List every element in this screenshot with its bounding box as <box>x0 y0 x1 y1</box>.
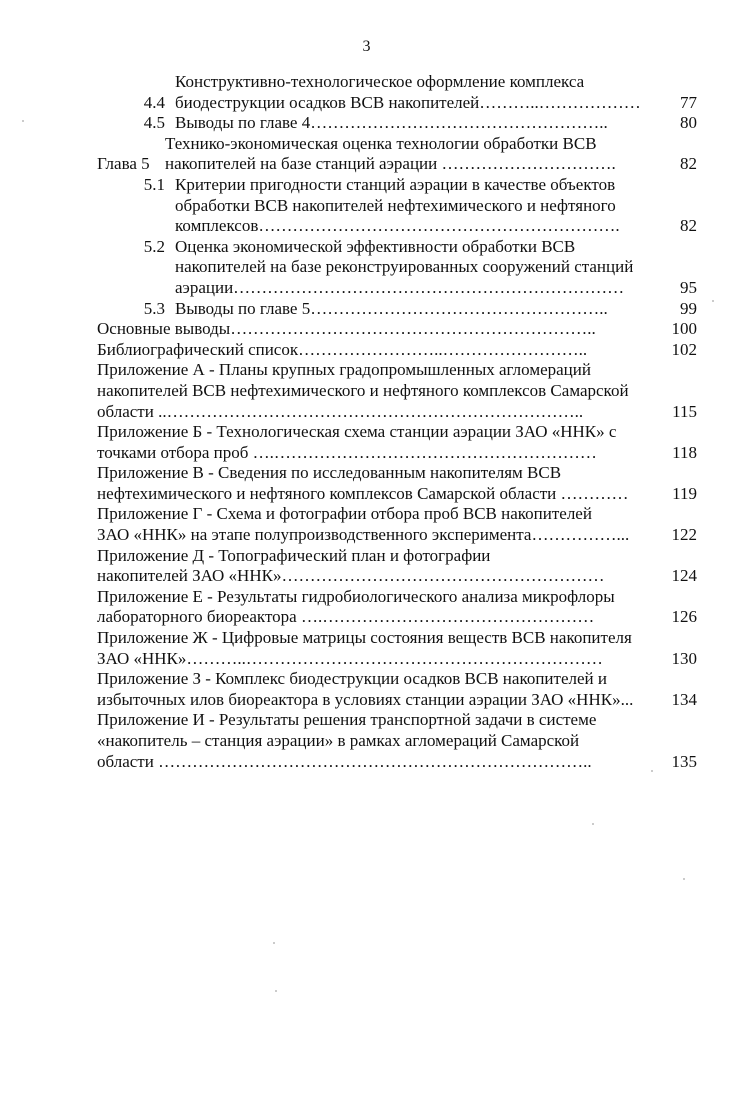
toc-entry-appendix-v <box>97 463 697 504</box>
toc-entry-title: Конструктивно-технологическое оформление комплекса биодеструкции осадков ВСВ накопителей………..……………… <box>175 72 641 112</box>
toc-entry-page: 126 <box>671 607 697 627</box>
toc-entry-title: Приложение Д - Топографический план и фотографии накопителей ЗАО «ННК»………………………………………………… <box>97 545 605 586</box>
toc-entry-appendix-zh <box>97 628 697 669</box>
scan-speck <box>273 942 275 944</box>
toc-entry-appendix-a <box>97 360 697 422</box>
toc-entry-page: 130 <box>671 648 697 668</box>
toc-entry-page: 100 <box>671 319 697 339</box>
toc-entry-4-5 <box>97 113 697 134</box>
toc-entry-5-2 <box>97 237 697 299</box>
toc-entry-number: 5.2 <box>143 236 165 256</box>
toc-entry-number: 5.1 <box>143 174 165 194</box>
toc-entry-page: 119 <box>672 483 697 503</box>
toc-entry-page: 118 <box>672 442 697 462</box>
toc-entry-page: 102 <box>671 339 697 359</box>
toc-entry-main-conclusions <box>97 319 697 340</box>
toc-entry-page: 115 <box>672 401 697 421</box>
toc-entry-appendix-i <box>97 710 697 772</box>
toc-entry-5-3 <box>97 299 697 320</box>
scan-speck <box>712 300 714 302</box>
toc-entry-title: Приложение Е - Результаты гидробиологического анализа микрофлоры лабораторного биореактора ….………………………………………… <box>97 586 615 627</box>
toc-entry-appendix-g <box>97 504 697 545</box>
toc-entry-appendix-z <box>97 669 697 710</box>
toc-entry-title: Приложение И - Результаты решения транспортной задачи в системе «накопитель – станция аэрации» в рамках агломераций Самарской области ………………………………………………………………….. <box>97 710 597 771</box>
toc-entry-title: Критерии пригодности станций аэрации в качестве объектов обработки ВСВ накопителей нефтехимического и нефтяного комплексов………………………………………………………. <box>175 174 620 236</box>
toc-entry-page: 82 <box>680 216 697 236</box>
scan-speck <box>592 823 594 825</box>
page-number: 3 <box>362 38 371 55</box>
toc-entry-chapter-5 <box>97 134 697 175</box>
toc-entry-number: 4.5 <box>143 113 165 133</box>
toc-entry-title: Основные выводы……………………………………………………….. <box>97 319 596 339</box>
toc-entry-page: 77 <box>680 92 697 112</box>
toc-entry-title: Библиографический список……………………..…………………….. <box>97 339 588 359</box>
toc-entry-number: 5.3 <box>143 298 165 318</box>
toc-entry-page: 82 <box>680 154 697 174</box>
toc-entry-number: 4.4 <box>143 92 165 112</box>
scan-speck <box>651 770 653 772</box>
toc-entry-page: 135 <box>671 751 697 771</box>
table-of-contents <box>97 72 697 772</box>
scan-speck <box>683 878 685 880</box>
toc-entry-title: Приложение Б - Технологическая схема станции аэрации ЗАО «ННК» с точками отбора проб ….………………………………………………… <box>97 422 617 462</box>
toc-entry-page: 99 <box>680 298 697 318</box>
toc-entry-5-1 <box>97 175 697 237</box>
toc-entry-title: Приложение З - Комплекс биодеструкции осадков ВСВ накопителей и избыточных илов биореактора в условиях станции аэрации ЗАО «ННК»... <box>97 669 634 709</box>
toc-entry-appendix-d <box>97 546 697 587</box>
toc-entry-title: Приложение Г - Схема и фотографии отбора проб ВСВ накопителей ЗАО «ННК» на этапе полупроизводственного эксперимента……………... <box>97 504 630 545</box>
toc-entry-number: Глава 5 <box>97 154 150 174</box>
toc-entry-page: 122 <box>671 525 697 545</box>
toc-entry-4-4 <box>97 72 697 113</box>
toc-entry-page: 134 <box>671 689 697 709</box>
toc-entry-appendix-e <box>97 587 697 628</box>
toc-entry-title: Приложение В - Сведения по исследованным накопителям ВСВ нефтехимического и нефтяного комплексов Самарской области ………… <box>97 463 629 503</box>
toc-entry-page: 95 <box>680 277 697 297</box>
toc-entry-title: Приложение Ж - Цифровые матрицы состояния веществ ВСВ накопителя ЗАО «ННК»………..……………………………………………………… <box>97 628 632 668</box>
toc-entry-title: Технико-экономическая оценка технологии обработки ВСВ накопителей на базе станций аэрации …………………………. <box>165 133 616 174</box>
toc-entry-title: Оценка экономической эффективности обработки ВСВ накопителей на базе реконструированных сооружений станций аэрации…………………………………………………………… <box>175 236 634 297</box>
toc-entry-appendix-b <box>97 422 697 463</box>
toc-entry-title: Выводы по главе 5…………………………………………….. <box>175 298 608 318</box>
scan-speck <box>22 120 24 122</box>
scan-speck <box>275 990 277 992</box>
toc-entry-bibliography <box>97 340 697 361</box>
toc-entry-page: 80 <box>680 113 697 133</box>
toc-entry-title: Выводы по главе 4…………………………………………….. <box>175 113 608 133</box>
toc-entry-page: 124 <box>671 566 697 586</box>
toc-entry-title: Приложение А - Планы крупных градопромышленных агломераций накопителей ВСВ нефтехимического и нефтяного комплексов Самарской области ..……………………………………………………………….. <box>97 360 629 421</box>
